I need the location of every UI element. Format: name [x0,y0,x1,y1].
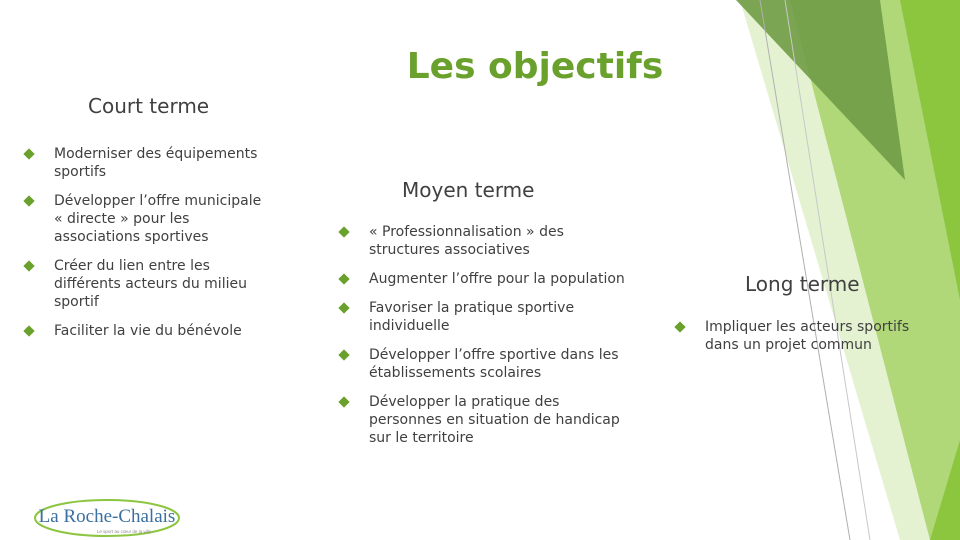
list-item [25,192,265,246]
long-terme-list [676,318,926,354]
diamond-bullet-icon [23,260,34,271]
list-item [340,346,630,382]
list-item [25,145,265,181]
list-item [25,257,265,311]
long-terme-heading: Long terme [745,272,860,296]
diamond-bullet-icon [23,195,34,206]
diamond-bullet-icon [338,396,349,407]
logo-text: La Roche-Chalais [38,506,176,527]
moyen-terme-heading: Moyen terme [402,178,535,202]
list-item-text: Moderniser des équipements sportifs [54,146,258,180]
court-terme-heading: Court terme [88,94,210,118]
diamond-bullet-icon [23,148,34,159]
court-terme-list [25,145,265,351]
list-item [340,393,630,447]
la-roche-chalais-logo [32,494,182,540]
slide-title: Les objectifs [406,46,664,87]
list-item-text: Développer l’offre municipale « directe » pour les associations sportives [54,193,262,245]
list-item-text: Augmenter l’offre pour la population [369,271,625,287]
diamond-bullet-icon [338,273,349,284]
diamond-bullet-icon [338,349,349,360]
list-item-text: Développer la pratique des personnes en situation de handicap sur le territoire [369,394,620,446]
diamond-bullet-icon [338,226,349,237]
logo-tagline: Le sport au cœur de la ville [96,529,152,534]
list-item-text: « Professionnalisation » des structures associatives [369,224,564,258]
diamond-bullet-icon [674,321,685,332]
list-item [676,318,926,354]
diamond-bullet-icon [338,302,349,313]
moyen-terme-list [340,223,630,458]
list-item [340,270,630,288]
list-item-text: Créer du lien entre les différents acteurs du milieu sportif [54,258,247,310]
list-item [25,322,265,340]
list-item [340,223,630,259]
list-item-text: Développer l’offre sportive dans les établissements scolaires [369,347,619,381]
list-item [340,299,630,335]
diamond-bullet-icon [23,325,34,336]
list-item-text: Favoriser la pratique sportive individuelle [369,300,575,334]
list-item-text: Faciliter la vie du bénévole [54,323,242,339]
list-item-text: Impliquer les acteurs sportifs dans un projet commun [705,319,910,353]
